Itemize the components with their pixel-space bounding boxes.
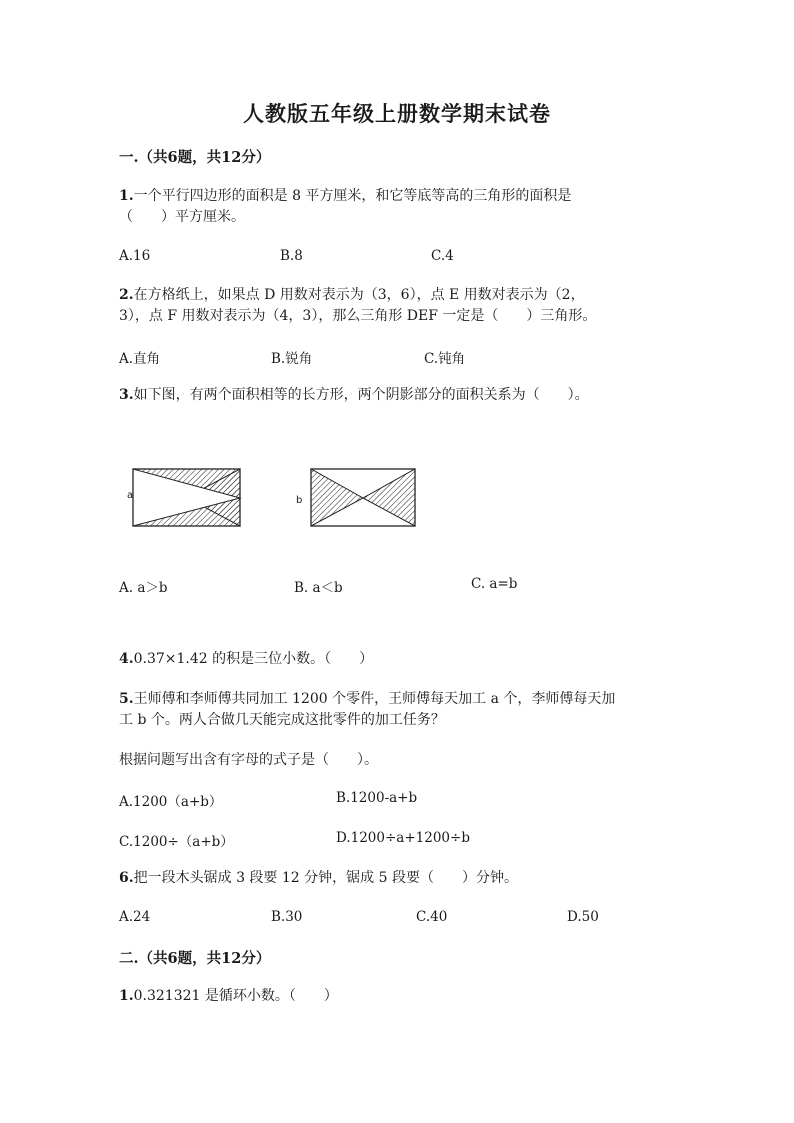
question-number: 5. [119,691,134,707]
figure-label-a: a [127,490,134,501]
option-c[interactable]: C.1200÷（a+b） [119,834,234,850]
option-b[interactable]: B. a＜b [294,580,343,596]
option-c[interactable]: C. a=b [471,576,518,592]
option-b[interactable]: B.8 [280,248,303,264]
option-b[interactable]: B.1200-a+b [336,790,418,806]
rectangles-figure [120,460,430,535]
question-number: 3. [119,387,134,403]
figure-label-b: b [296,495,303,506]
shaded-region [363,469,415,526]
rectangle-b [311,469,415,526]
question-number: 1. [119,188,134,204]
question-line: 4.0.37×1.42 的积是三位小数。（ ） [119,651,374,667]
question-line: 5.王师傅和李师傅共同加工 1200 个零件，王师傅每天加工 a 个，李师傅每天加 [119,691,616,707]
question-number: 4. [119,651,134,667]
question-line: （ ）平方厘米。 [119,209,245,225]
section-heading-1: 一.（共6题，共12分） [119,149,271,166]
option-a[interactable]: A.1200（a+b） [119,794,223,810]
question-line: 3），点 F 用数对表示为（4，3），那么三角形 DEF 一定是（ ）三角形。 [119,308,597,324]
question-2 [119,285,596,327]
option-a[interactable]: A. a＞b [119,580,168,596]
rectangle-a [133,469,240,526]
option-a[interactable]: A.直角 [119,351,161,367]
question-1 [119,186,571,228]
question-number: 2. [119,287,134,303]
option-d[interactable]: D.1200÷a+1200÷b [336,830,470,846]
question-2-1 [119,986,338,1007]
question-number: 1. [119,988,134,1004]
question-line: 2.在方格纸上，如果点 D 用数对表示为（3，6），点 E 用数对表示为（2， [119,287,585,303]
question-5-sub: 根据问题写出含有字母的式子是（ ）。 [119,752,378,768]
page-title: 人教版五年级上册数学期末试卷 [243,101,551,126]
option-b[interactable]: B.锐角 [271,351,313,367]
question-number: 6. [119,870,134,886]
question-line: 1.一个平行四边形的面积是 8 平方厘米，和它等底等高的三角形的面积是 [119,188,572,204]
option-a[interactable]: A.16 [119,248,151,264]
option-c[interactable]: C.4 [431,248,454,264]
option-a[interactable]: A.24 [119,909,151,925]
option-d[interactable]: D.50 [567,909,599,925]
question-line: 工 b 个。两人合做几天能完成这批零件的加工任务？ [119,712,445,728]
question-3 [119,385,589,406]
option-b[interactable]: B.30 [271,909,303,925]
option-c[interactable]: C.钝角 [424,351,466,367]
shaded-region [311,469,363,526]
question-6 [119,868,518,889]
question-4 [119,649,373,670]
question-line: 1.0.321321 是循环小数。（ ） [119,988,338,1004]
section-heading-2: 二.（共6题，共12分） [119,950,271,967]
question-5 [119,689,615,731]
question-line: 3.如下图，有两个面积相等的长方形，两个阴影部分的面积关系为（ ）。 [119,387,589,403]
option-c[interactable]: C.40 [416,909,448,925]
question-line: 6.把一段木头锯成 3 段要 12 分钟，锯成 5 段要（ ）分钟。 [119,870,518,886]
